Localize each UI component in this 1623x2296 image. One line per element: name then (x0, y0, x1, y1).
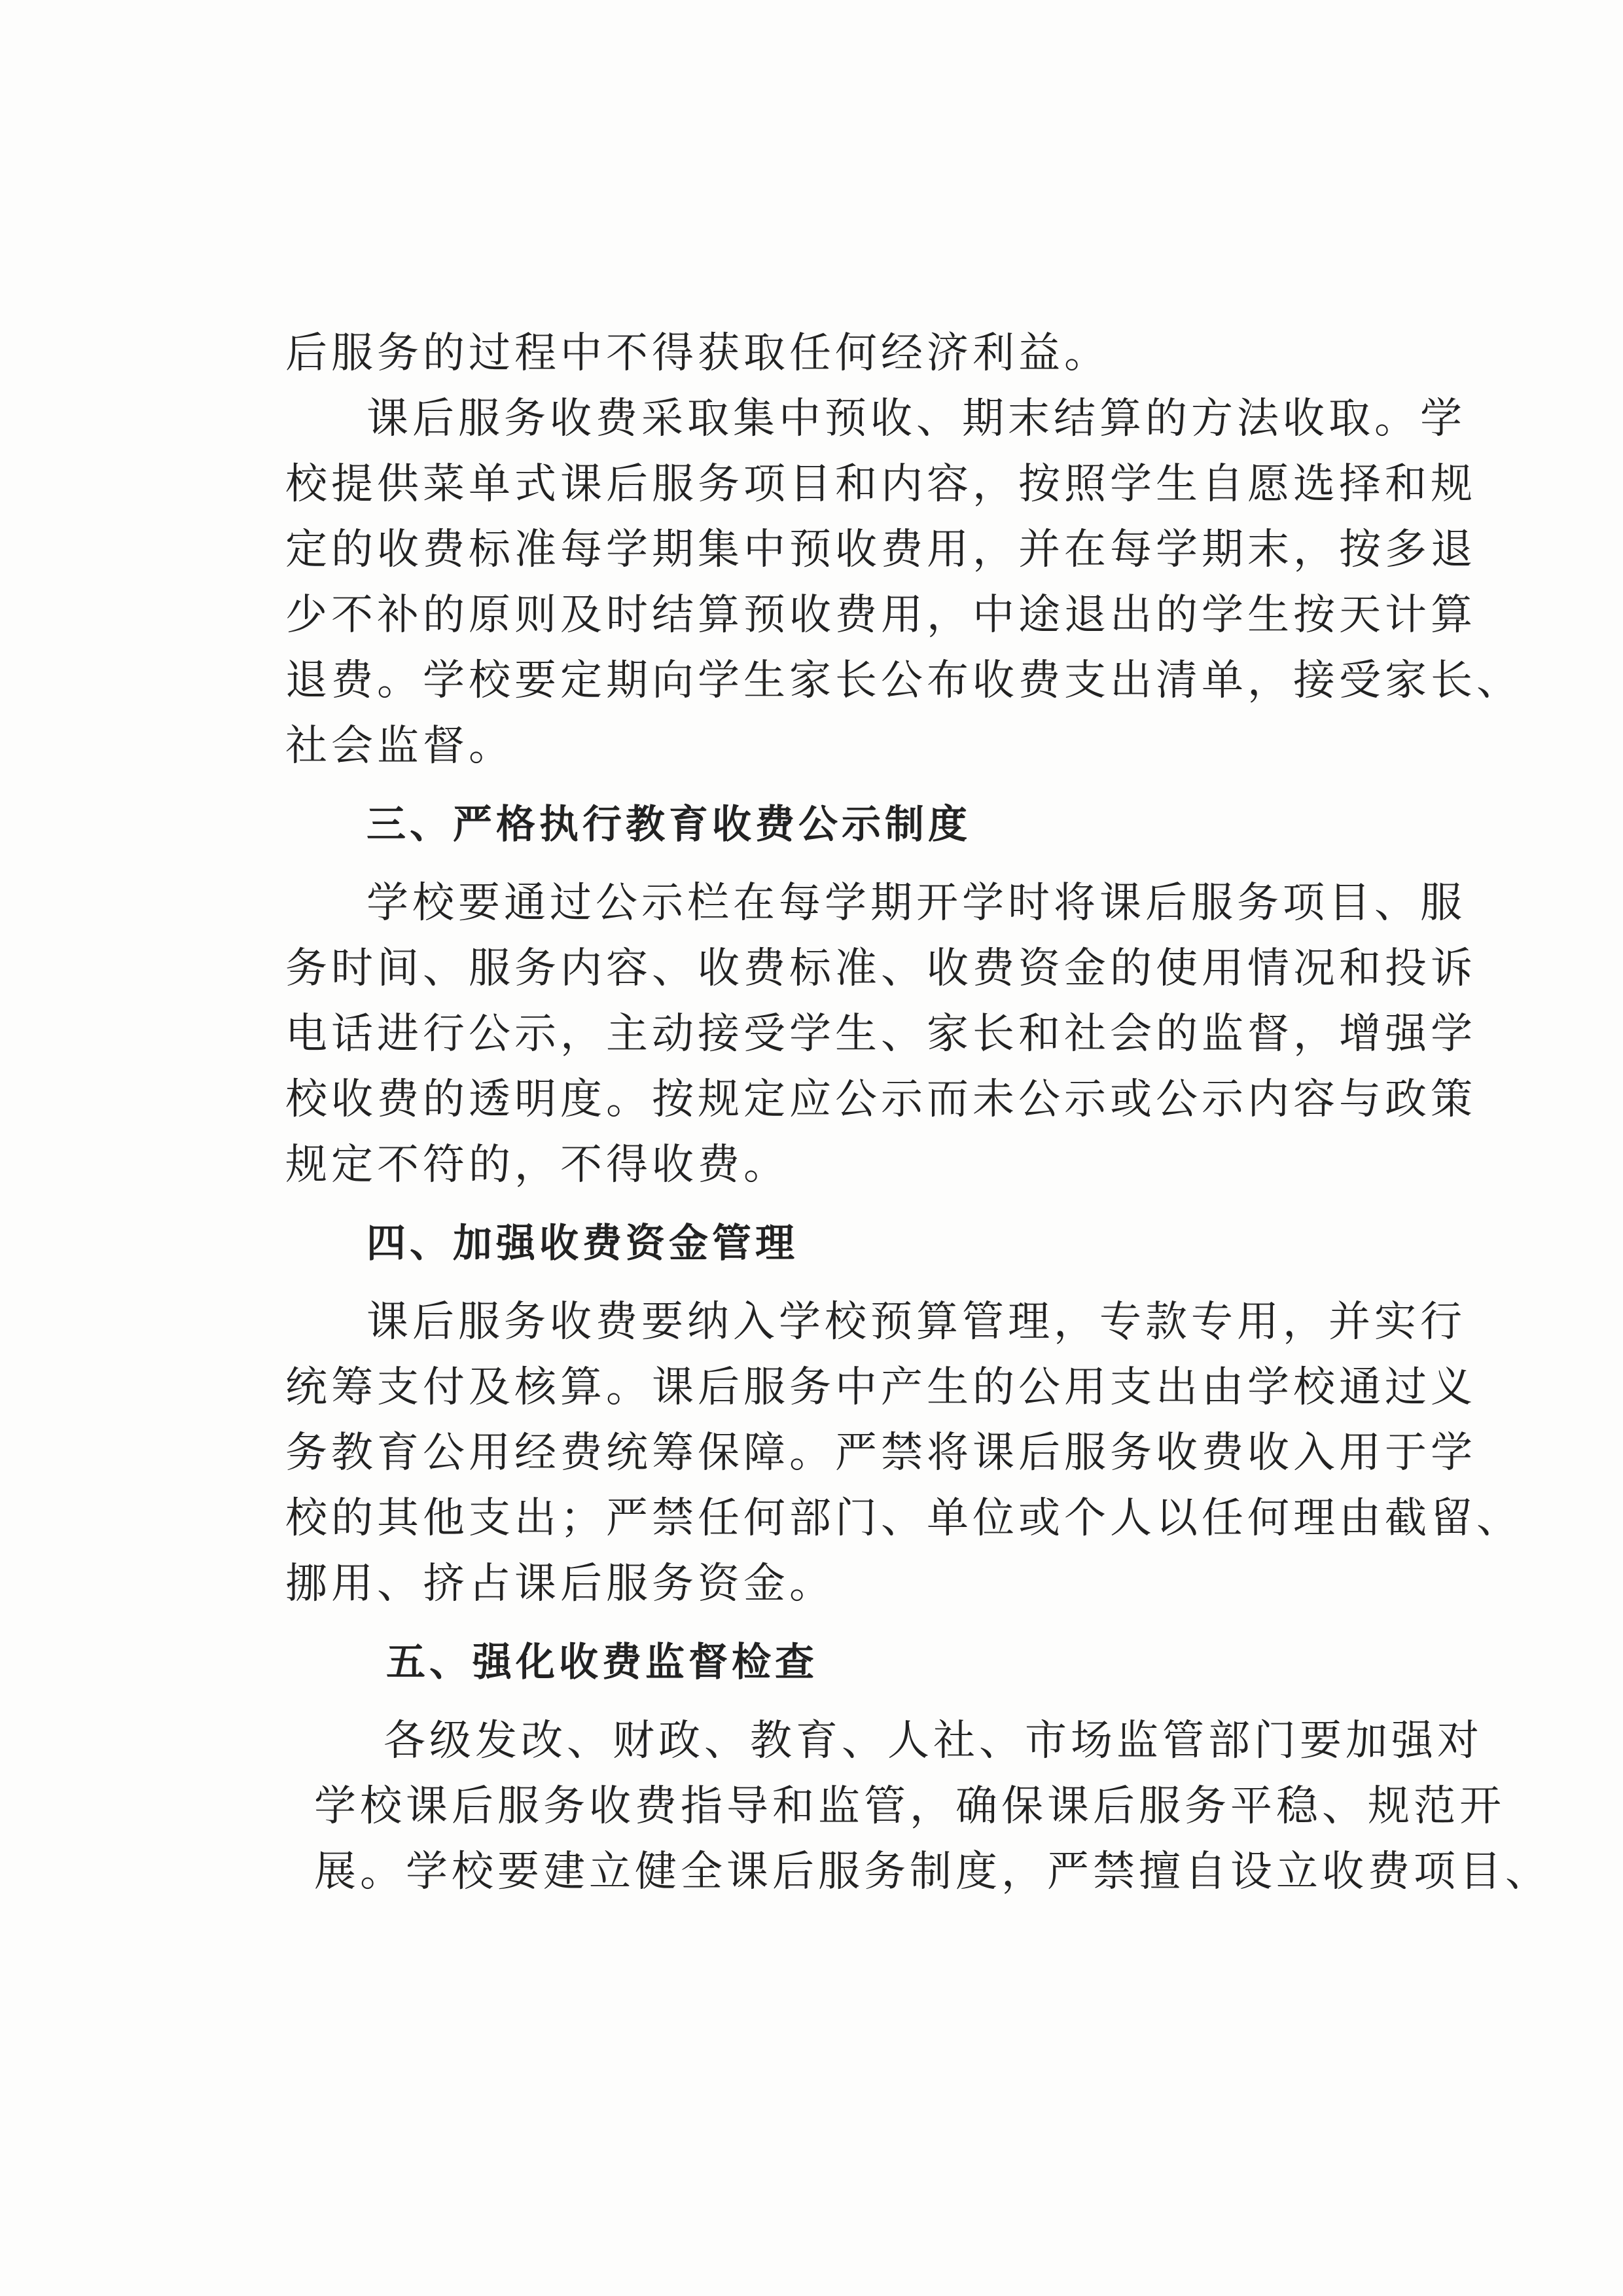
paragraph-line: 校提供菜单式课后服务项目和内容，按照学生自愿选择和规 (285, 460, 1476, 509)
paragraph-line: 校收费的透明度。按规定应公示而未公示或公示内容与政策 (285, 1075, 1476, 1124)
paragraph-line: 校的其他支出；严禁任何部门、单位或个人以任何理由截留、 (285, 1494, 1522, 1543)
paragraph-line: 规定不符的，不得收费。 (285, 1141, 789, 1189)
section-heading-5: 五、强化收费监督检查 (386, 1640, 818, 1685)
paragraph-line: 展。学校要建立健全课后服务制度，严禁擅自设立收费项目、 (314, 1848, 1551, 1896)
section-heading-4: 四、加强收费资金管理 (366, 1221, 798, 1266)
paragraph-line: 社会监督。 (285, 722, 514, 770)
paragraph-line: 学校课后服务收费指导和监管，确保课后服务平稳、规范开 (314, 1782, 1505, 1831)
paragraph-line: 课后服务收费要纳入学校预算管理，专款专用，并实行 (366, 1298, 1466, 1346)
paragraph-line: 电话进行公示，主动接受学生、家长和社会的监督，增强学 (285, 1010, 1476, 1058)
paragraph-line: 学校要通过公示栏在每学期开学时将课后服务项目、服 (366, 879, 1466, 927)
paragraph-line: 挪用、挤占课后服务资金。 (285, 1560, 835, 1608)
paragraph-line: 务教育公用经费统筹保障。严禁将课后服务收费收入用于学 (285, 1429, 1476, 1477)
paragraph-line: 少不补的原则及时结算预收费用，中途退出的学生按天计算 (285, 591, 1476, 639)
paragraph-line: 退费。学校要定期向学生家长公布收费支出清单，接受家长、 (285, 656, 1522, 705)
paragraph-line: 课后服务收费采取集中预收、期末结算的方法收取。学 (366, 395, 1466, 443)
section-heading-3: 三、严格执行教育收费公示制度 (366, 802, 971, 848)
paragraph-line: 定的收费标准每学期集中预收费用，并在每学期末，按多退 (285, 526, 1476, 574)
paragraph-line: 务时间、服务内容、收费标准、收费资金的使用情况和投诉 (285, 944, 1476, 993)
paragraph-line: 各级发改、财政、教育、人社、市场监管部门要加强对 (383, 1717, 1483, 1765)
paragraph-line: 后服务的过程中不得获取任何经济利益。 (285, 329, 1110, 378)
paragraph-line: 统筹支付及核算。课后服务中产生的公用支出由学校通过义 (285, 1363, 1476, 1412)
